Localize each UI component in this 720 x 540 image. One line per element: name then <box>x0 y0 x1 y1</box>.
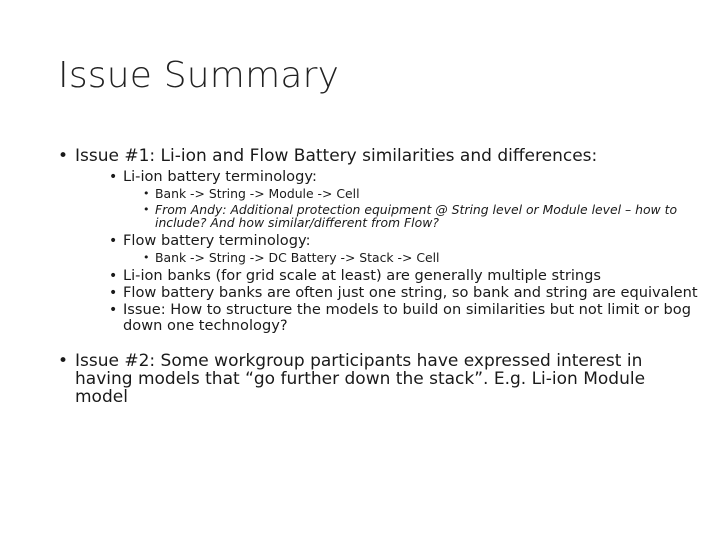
issue-1-points <box>109 169 698 334</box>
structure-issue <box>109 302 698 334</box>
bullet-icon: • <box>143 251 150 264</box>
bullet-icon: • <box>109 302 118 318</box>
flow-hierarchy-text: Bank -> String -> DC Battery -> Stack -> Cell <box>155 250 440 265</box>
bullet-icon: • <box>109 268 118 284</box>
issue-1 <box>58 147 698 334</box>
slide-title: Issue Summary <box>58 55 340 96</box>
li-ion-terminology-details <box>143 187 698 229</box>
li-ion-hierarchy <box>143 187 698 200</box>
bullet-icon: • <box>109 285 118 301</box>
flow-hierarchy <box>143 251 698 264</box>
li-ion-terminology-text: Li-ion battery terminology: <box>123 168 317 185</box>
bullet-icon: • <box>109 169 118 185</box>
bullet-icon: • <box>58 351 69 371</box>
flow-terminology <box>109 233 698 264</box>
li-ion-terminology <box>109 169 698 229</box>
andy-note-text: From Andy: Additional protection equipment @ String level or Module level – how to include? And how similar/different from Flow? <box>155 202 678 230</box>
issue-2 <box>58 352 698 406</box>
issue-2-text: Issue #2: Some workgroup participants have expressed interest in having models that “go further down the stack”. E.g. Li-ion Module model <box>75 351 646 407</box>
flow-terminology-text: Flow battery terminology: <box>123 232 311 249</box>
bullet-icon: • <box>143 203 150 216</box>
flow-banks-text: Flow battery banks are often just one string, so bank and string are equivalent <box>123 284 698 301</box>
li-ion-banks-text: Li-ion banks (for grid scale at least) are generally multiple strings <box>123 267 602 284</box>
li-ion-banks <box>109 268 698 284</box>
flow-terminology-details <box>143 251 698 264</box>
bullet-icon: • <box>58 146 69 166</box>
andy-note <box>143 203 698 229</box>
flow-banks <box>109 285 698 301</box>
bullet-icon: • <box>109 233 118 249</box>
issue-list <box>58 147 698 406</box>
bullet-icon: • <box>143 187 150 200</box>
structure-issue-text: Issue: How to structure the models to build on similarities but not limit or bog down one technology? <box>123 301 691 334</box>
li-ion-hierarchy-text: Bank -> String -> Module -> Cell <box>155 186 360 201</box>
issue-1-text: Issue #1: Li-ion and Flow Battery similarities and differences: <box>75 146 598 166</box>
slide-body <box>58 147 698 406</box>
